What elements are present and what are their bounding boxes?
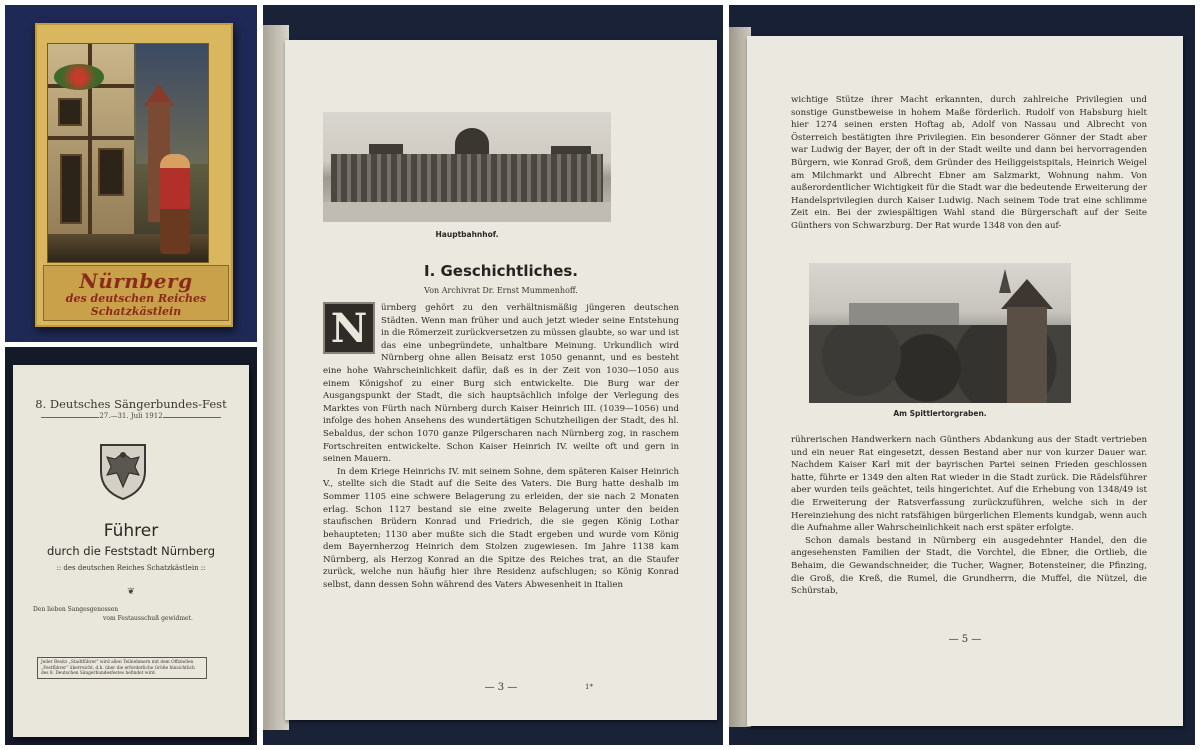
cover-title-banner (43, 265, 229, 321)
body-text-top (791, 94, 1147, 233)
fest-dates: 27.—31. Juli 1912 (99, 412, 163, 420)
house-doorway (60, 154, 82, 224)
page-number: — 3 — (484, 682, 518, 693)
photo-panel-illustrated-cover (5, 5, 257, 342)
body-text-bottom (791, 434, 1147, 598)
photo-caption: Hauptbahnhof. (435, 230, 499, 239)
photo-spittlertorgraben (809, 263, 1071, 403)
chapter-byline: Von Archivrat Dr. Ernst Mummenhoff. (424, 286, 578, 295)
station-plaza (323, 202, 611, 222)
eagle-crest-icon (97, 441, 149, 501)
title-cover (13, 365, 249, 737)
photo-tower (1007, 307, 1047, 403)
body-text (323, 302, 679, 592)
photo-caption: Am Spittlertorgraben. (893, 409, 987, 418)
cover-subtitle: durch die Feststadt Nürnberg (46, 544, 216, 558)
dedication-line-2: vom Festausschuß gewidmet. (103, 615, 193, 622)
page-5 (747, 36, 1183, 726)
fest-name: 8. Deutsches Sängerbundes-Fest (35, 397, 227, 411)
dedication (33, 605, 233, 623)
house-window (58, 98, 82, 126)
house-window (98, 148, 124, 196)
window-flowers (54, 64, 104, 90)
cover-title-main: Nürnberg (79, 269, 193, 293)
paragraph: wichtige Stütze ihrer Macht erkannten, durch zahlreiche Privilegien und sonstige Gunstbeweise in hohem Maße förderlich. Rudolf von Habsburg hielt hier 1274 seinen ersten Hoftag ab, Adolf von Nassau und Albrecht von Österreich bestätigten ihre Privilegien. Ein besonderer Gönner der Stadt aber war Ludwig der Bayer, der oft in der Stadt weilte und dann bei hervorragenden Bürgern, wie Konrad Groß, dem Gründer des Heiliggeistspitals, Heinrich Weigel am Milchmarkt und Albrecht Ebner am Salzmarkt, Wohnung nahm. Von außerordentlicher Wichtigkeit für die Stadt war die bedeutende Erweiterung der Handelsprivilegien durch Kaiser Ludwig. Nach seinem Tode trat eine schlimme Zeit ein. Bei der zwiespältigen Wahl stand die Bürgerschaft auf der Seite Günthers von Schwarzburg. Der Rat wurde 1348 von den auf- (791, 95, 1147, 231)
photo-panel-page-3 (263, 5, 723, 745)
dedication-line-1: Den lieben Sangesgenossen (33, 606, 119, 613)
cover-title-sub: des deutschen Reiches Schatzkästlein (65, 292, 207, 318)
cover-title: Führer (103, 521, 159, 541)
illustration-minstrel-figure (160, 154, 190, 254)
illustrated-cover (35, 23, 233, 327)
station-facade (331, 154, 603, 202)
paragraph: rührerischen Handwerkern nach Günthers Abdankung aus der Stadt vertrieben und ein neuer Rat eingesetzt, dessen Bestand aber nur von kurzer Dauer war. Nachdem Kaiser Karl mit der bayrischen Partei seinen Frieden geschlossen hatte, führte er 1349 den alten Rat wieder in die Stadt zurück. Die Rädelsführer aber wurden teils geächtet, teils hingerichtet. Auf die Erhebung von 1348/49 ist die Erweiterung der Ratsverfassung zurückzuführen, welche sich in der Hereinziehung des nicht ratsfähigen bürgerlichen Elements kundgab, wenn auch die Aufnahme aller Wahrscheinlichkeit nach erst später erfolgte. (791, 435, 1147, 534)
page-3 (285, 40, 717, 720)
paragraph: In dem Kriege Heinrichs IV. mit seinem Sohne, dem späteren Kaiser Heinrich V., stellte sich die Stadt auf die Seite des Vaters. Die Burg hatte deshalb im Sommer 1105 eine schwere Belagerung zu erleiden, der sie nach 2 Monaten erlag. Schon 1127 bestand sie eine zweite Belagerung unter den beiden staufischen Brüdern Konrad und Friedrich, die sie gegen König Lothar behaupteten; 1130 aber mußte sich die Stadt ergeben und wurde vom König dem Bayernherzog Heinrich dem Stolzen zugewiesen. Im Jahre 1138 kam Nürnberg, als Herzog Konrad an die Spitze des Reiches trat, an die Staufer zurück, welche nun häufig hier ihre Residenz aufschlugen; so König Konrad selbst, dann dessen Sohn während des Vaters Abwesenheit in Italien (323, 466, 679, 591)
signature-mark: 1* (585, 683, 593, 691)
illustration-timber-house (48, 44, 134, 263)
divider-rule (163, 417, 221, 418)
photo-panel-title-cover (5, 347, 257, 745)
photo-panel-page-5 (729, 5, 1195, 745)
paragraph: Schon damals bestand in Nürnberg ein ausgedehnter Handel, den die angesehensten Familien der Stadt, die Vorchtel, die Ebner, die Ortlieb, die Behaim, die Gewandschneider, die Tucher, Wagner, Botensteiner, die Pfinzing, die Groß, die Kreß, die Rumel, die Grundherrn, die Muffel, die Nützel, die Schürstab, (791, 535, 1147, 597)
photo-hauptbahnhof (323, 112, 611, 222)
cover-tagline: :: des deutschen Reiches Schatzkästlein :: (56, 564, 206, 572)
drop-cap: N (323, 302, 375, 354)
cover-illustration (47, 43, 209, 263)
page-number: — 5 — (948, 634, 982, 645)
notice-box: Jeder Besitz „Stadtführer“ wird allen Teilnehmern mit dem Offiziellen „Festführer“ überreicht, d.h. über die erforderliche Größe hinsichtlich des 8. Deutschen Sängerbundesfestes befindet wird. (37, 657, 207, 679)
paragraph: ürnberg gehört zu den verhältnismäßig jüngeren deutschen Städten. Wenn man früher und auch jetzt wieder seine Entstehung in die Römerzeit zurückversetzen zu müssen glaubte, so war und ist das eine unbegründete, unhaltbare Meinung. Urkundlich wird Nürnberg ohne allen Beisatz erst 1050 genannt, und es besteht eine hohe Wahrscheinlichkeit dafür, daß es in der Zeit von 1030—1050 aus einem Königshof zu einer Burg sich entwickelte. Die Burg war der Ausgangspunkt der Stadt, die sich hauptsächlich infolge der Verlegung des Marktes von Fürth nach Nürnberg durch Kaiser Heinrich III. (1039—1056) und infolge des hohen Ansehens des wundertätigen Schutzheiligen der Stadt, des hl. Sebaldus, der schon 1070 ganze Pilgerscharen nach Nürnberg zog, in raschem Fortschreiten entwickelte. Schon Kaiser Heinrich IV. weilte oft und gern in seinen Mauern. (323, 303, 679, 465)
chapter-heading: I. Geschichtliches. (423, 262, 579, 280)
ornament-icon: ❦ (127, 587, 135, 597)
photo-tower-roof (1001, 279, 1053, 309)
